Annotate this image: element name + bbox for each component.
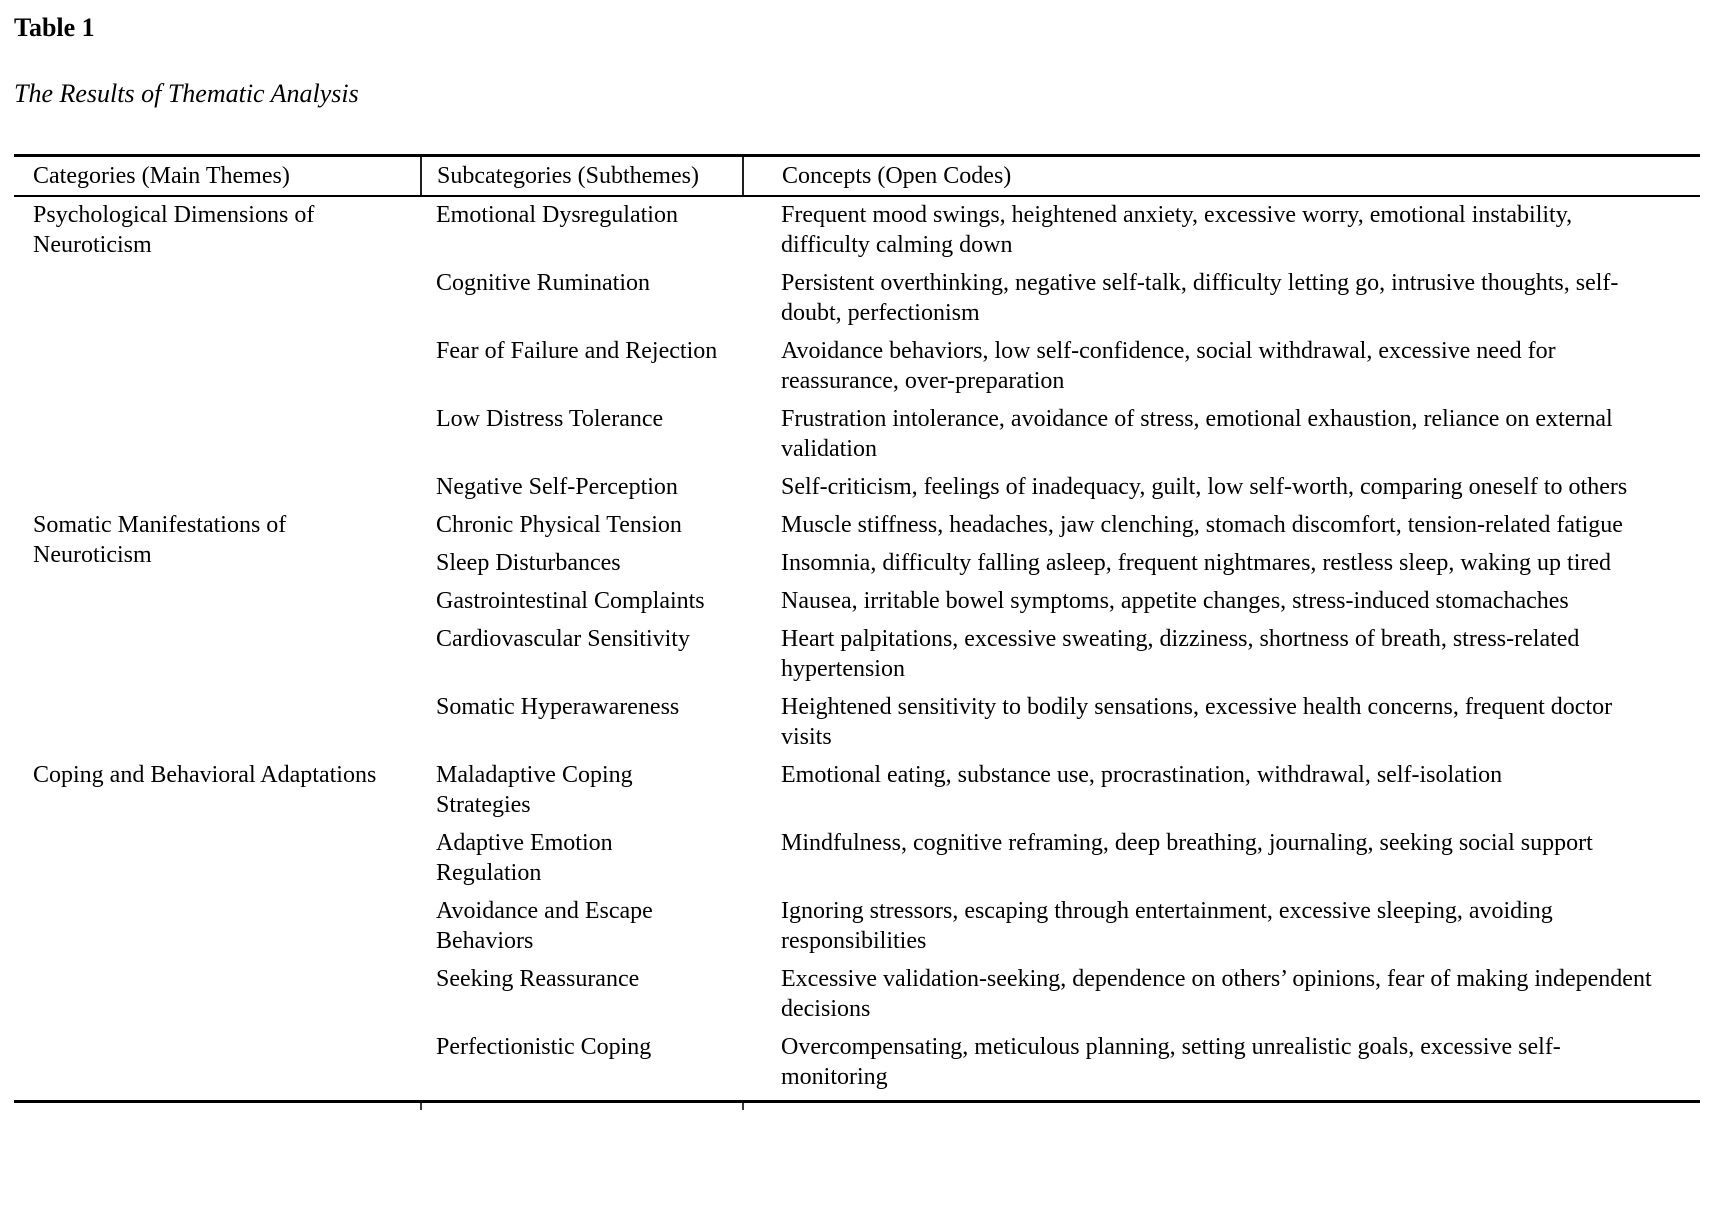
concepts-cell: Insomnia, difficulty falling asleep, frequent nightmares, restless sleep, waking up tired <box>781 550 1612 576</box>
category-cell: Psychological Dimensions of Neuroticism <box>33 202 315 258</box>
subcategory-cell: Negative Self-Perception <box>436 474 678 500</box>
concepts-cell: Mindfulness, cognitive reframing, deep breathing, journaling, seeking social support <box>781 830 1593 856</box>
header-concepts: Concepts (Open Codes) <box>743 156 1700 197</box>
column-divider-tick-1 <box>420 1103 422 1110</box>
concepts-cell: Persistent overthinking, negative self-talk, difficulty letting go, intrusive thoughts, self-doubt, perfectionism <box>781 270 1619 326</box>
subcategory-cell: Sleep Disturbances <box>436 550 621 576</box>
concepts-cell: Avoidance behaviors, low self-confidence, social withdrawal, excessive need for reassurance, over-preparation <box>781 338 1556 394</box>
subcategory-cell: Emotional Dysregulation <box>436 202 678 228</box>
table-caption: The Results of Thematic Analysis <box>14 79 359 108</box>
concepts-cell: Overcompensating, meticulous planning, setting unrealistic goals, excessive self-monitoring <box>781 1034 1561 1090</box>
concepts-cell: Excessive validation-seeking, dependence on others’ opinions, fear of making independent decisions <box>781 966 1652 1022</box>
subcategory-cell: Maladaptive Coping Strategies <box>436 762 633 818</box>
header-subcategories: Subcategories (Subthemes) <box>421 156 743 197</box>
concepts-cell: Heart palpitations, excessive sweating, dizziness, shortness of breath, stress-related hypertension <box>781 626 1580 682</box>
subcategory-cell: Cardiovascular Sensitivity <box>436 626 690 652</box>
concepts-cell: Frustration intolerance, avoidance of stress, emotional exhaustion, reliance on external validation <box>781 406 1613 462</box>
category-cell: Somatic Manifestations of Neuroticism <box>33 512 287 568</box>
concepts-cell: Emotional eating, substance use, procrastination, withdrawal, self-isolation <box>781 762 1503 788</box>
concepts-cell: Self-criticism, feelings of inadequacy, guilt, low self-worth, comparing oneself to others <box>781 474 1628 500</box>
concepts-cell: Frequent mood swings, heightened anxiety, excessive worry, emotional instability, difficulty calming down <box>781 202 1573 258</box>
subcategory-cell: Adaptive Emotion Regulation <box>436 830 613 886</box>
table-row <box>14 510 1700 548</box>
concepts-cell: Ignoring stressors, escaping through entertainment, excessive sleeping, avoiding responsibilities <box>781 898 1553 954</box>
subcategory-cell: Low Distress Tolerance <box>436 406 664 432</box>
thematic-analysis-table <box>14 154 1700 1103</box>
column-divider-tick-2 <box>742 1103 744 1110</box>
subcategory-cell: Chronic Physical Tension <box>436 512 682 538</box>
table-header <box>14 156 1700 197</box>
concepts-cell: Heightened sensitivity to bodily sensations, excessive health concerns, frequent doctor visits <box>781 694 1613 750</box>
thematic-analysis-table-wrap <box>14 154 1700 1103</box>
concepts-cell: Muscle stiffness, headaches, jaw clenching, stomach discomfort, tension-related fatigue <box>781 512 1623 538</box>
header-categories: Categories (Main Themes) <box>14 156 421 197</box>
concepts-cell: Nausea, irritable bowel symptoms, appetite changes, stress-induced stomachaches <box>781 588 1569 614</box>
table-row <box>14 760 1700 828</box>
subcategory-cell: Somatic Hyperawareness <box>436 694 680 720</box>
table-label: Table 1 <box>14 13 95 42</box>
subcategory-cell: Avoidance and Escape Behaviors <box>436 898 653 954</box>
subcategory-cell: Gastrointestinal Complaints <box>436 588 705 614</box>
subcategory-cell: Fear of Failure and Rejection <box>436 338 718 364</box>
category-cell: Coping and Behavioral Adaptations <box>33 762 377 788</box>
header-row <box>14 156 1700 197</box>
table-body <box>14 196 1700 1102</box>
subcategory-cell: Seeking Reassurance <box>436 966 640 992</box>
table-row <box>14 196 1700 268</box>
subcategory-cell: Perfectionistic Coping <box>436 1034 652 1060</box>
subcategory-cell: Cognitive Rumination <box>436 270 650 296</box>
